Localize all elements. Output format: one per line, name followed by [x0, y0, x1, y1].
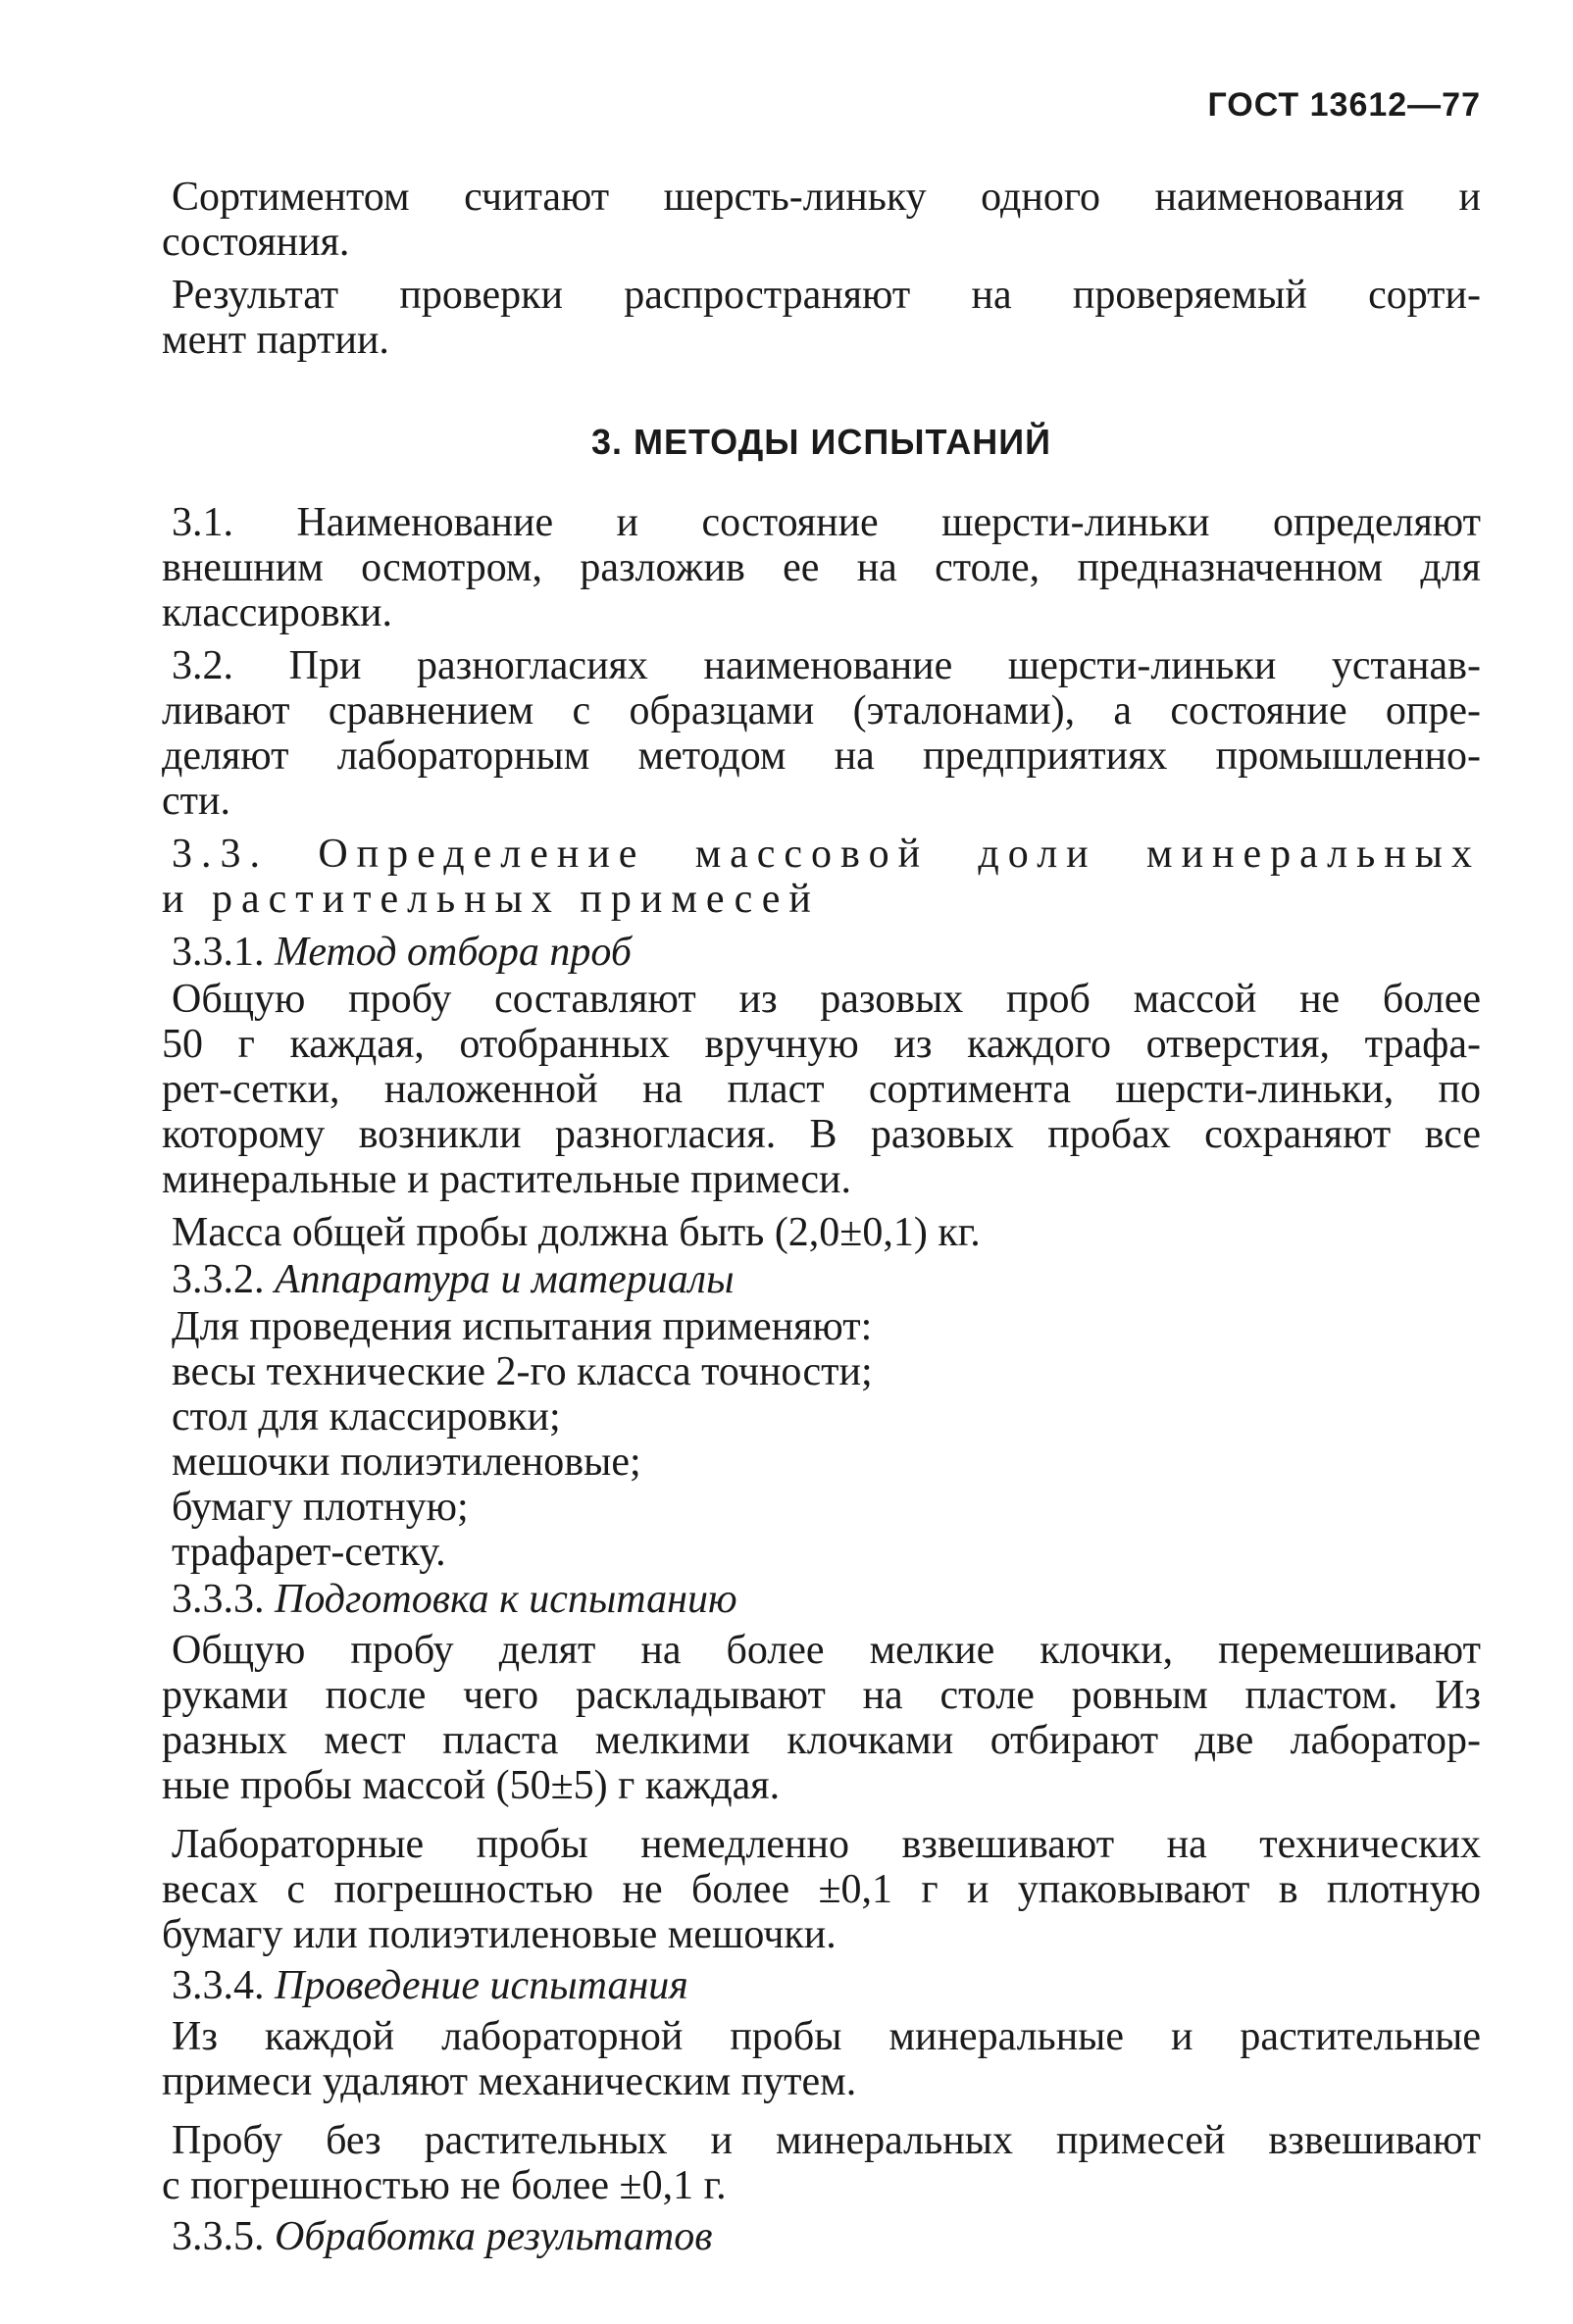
clause-number: 3.3.4.	[172, 1963, 265, 2008]
clause-title: Обработка результатов	[275, 2214, 713, 2259]
text-line: Сортиментом считают шерсть-линьку одного наименования и	[172, 175, 1481, 220]
text-line: 3.3. Определение массовой доли минеральных	[172, 832, 1481, 877]
text-line: внешним осмотром, разложив ее на столе, предназначенном для	[162, 545, 1481, 590]
list-item: трафарет-сетку.	[172, 1530, 446, 1575]
text-line: бумагу или полиэтиленовые мешочки.	[162, 1912, 837, 1957]
text-line: ливают сравнением с образцами (эталонами), а состояние опре-	[162, 688, 1481, 733]
clause-subheading	[162, 1257, 1481, 1302]
text-line: рет-сетки, наложенной на пласт сортимента шерсти-линьки, по	[162, 1067, 1481, 1112]
text-line: сти.	[162, 779, 230, 824]
document-code-header: ГОСТ 13612—77	[1207, 86, 1481, 124]
clause-3-3-heading	[162, 832, 1481, 922]
document-page	[162, 0, 1481, 2324]
clause-3-3-1-paragraph	[162, 977, 1481, 1202]
list-item: стол для классировки;	[172, 1394, 561, 1440]
intro-paragraph-1	[162, 175, 1481, 265]
clause-number: 3.3.1.	[172, 930, 265, 975]
clause-3-2	[162, 643, 1481, 824]
clause-3-3-2-heading	[162, 1257, 1481, 1302]
text-line: ные пробы массой (50±5) г каждая.	[162, 1763, 781, 1808]
text-line: Из каждой лабораторной пробы минеральные и растительные	[172, 2014, 1481, 2059]
text-line: которому возникли разногласия. В разовых пробах сохраняют все	[162, 1112, 1481, 1157]
text-line: Общую пробу делят на более мелкие клочки, перемешивают	[172, 1628, 1481, 1673]
text-line: Лабораторные пробы немедленно взвешивают на технических	[172, 1822, 1481, 1867]
text-line: весах с погрешностью не более ±0,1 г и упаковывают в плотную	[162, 1867, 1481, 1912]
clause-3-3-3-heading	[162, 1577, 1481, 1622]
text-line: 3.1. Наименование и состояние шерсти-линьки определяют	[172, 500, 1481, 545]
clause-3-3-2-list	[162, 1304, 1481, 1575]
text-line: классировки.	[162, 590, 392, 635]
clause-3-3-4-paragraph-1	[162, 2014, 1481, 2104]
text-line: Результат проверки распространяют на проверяемый сорти-	[172, 273, 1481, 318]
clause-subheading	[162, 2214, 1481, 2259]
list-item: мешочки полиэтиленовые;	[172, 1440, 641, 1485]
text-line: руками после чего раскладывают на столе ровным пластом. Из	[162, 1673, 1481, 1718]
clause-3-3-4-paragraph-2	[162, 2118, 1481, 2208]
clause-number: 3.3.3.	[172, 1577, 265, 1622]
text-line: Пробу без растительных и минеральных примесей взвешивают	[172, 2118, 1481, 2163]
list-item: бумагу плотную;	[172, 1485, 469, 1530]
clause-subheading	[162, 1963, 1481, 2008]
clause-title: Проведение испытания	[275, 1963, 688, 2008]
clause-subheading	[162, 930, 1481, 975]
clause-3-1	[162, 500, 1481, 635]
text-line: Общую пробу составляют из разовых проб массой не более	[172, 977, 1481, 1022]
text-line: примеси удаляют механическим путем.	[162, 2059, 857, 2104]
list-item: весы технические 2-го класса точности;	[172, 1349, 873, 1394]
text-line: с погрешностью не более ±0,1 г.	[162, 2163, 727, 2208]
clause-3-3-5-heading	[162, 2214, 1481, 2259]
clause-3-3-1-heading	[162, 930, 1481, 975]
document-body	[162, 175, 1481, 2267]
clause-title: Подготовка к испытанию	[275, 1577, 737, 1622]
clause-title: Аппаратура и материалы	[275, 1257, 735, 1302]
section-heading: 3. МЕТОДЫ ИСПЫТАНИЙ	[591, 422, 1051, 462]
clause-3-3-3-paragraph-1	[162, 1628, 1481, 1808]
clause-number: 3.3.5.	[172, 2214, 265, 2259]
clause-3-3-4-heading	[162, 1963, 1481, 2008]
clause-3-3-3-paragraph-2	[162, 1822, 1481, 1957]
clause-subheading	[162, 1577, 1481, 1622]
clause-3-3-1-mass	[162, 1210, 1481, 1255]
text-line: 3.2. При разногласиях наименование шерсти-линьки устанав-	[172, 643, 1481, 688]
text-line: минеральные и растительные примеси.	[162, 1157, 852, 1202]
intro-paragraph-2	[162, 273, 1481, 363]
text-line: состояния.	[162, 220, 350, 265]
text-line: разных мест пласта мелкими клочками отбирают две лаборатор-	[162, 1718, 1481, 1763]
list-intro: Для проведения испытания применяют:	[172, 1304, 873, 1349]
clause-title: Метод отбора проб	[275, 930, 632, 975]
text-line: деляют лабораторным методом на предприятиях промышленно-	[162, 733, 1481, 779]
text-line: и растительных примесей	[162, 877, 820, 922]
text-line: мент партии.	[162, 318, 389, 363]
text-line: Масса общей пробы должна быть (2,0±0,1) кг.	[172, 1210, 981, 1255]
text-line: 50 г каждая, отобранных вручную из каждого отверстия, трафа-	[162, 1022, 1481, 1067]
clause-number: 3.3.2.	[172, 1257, 265, 1302]
